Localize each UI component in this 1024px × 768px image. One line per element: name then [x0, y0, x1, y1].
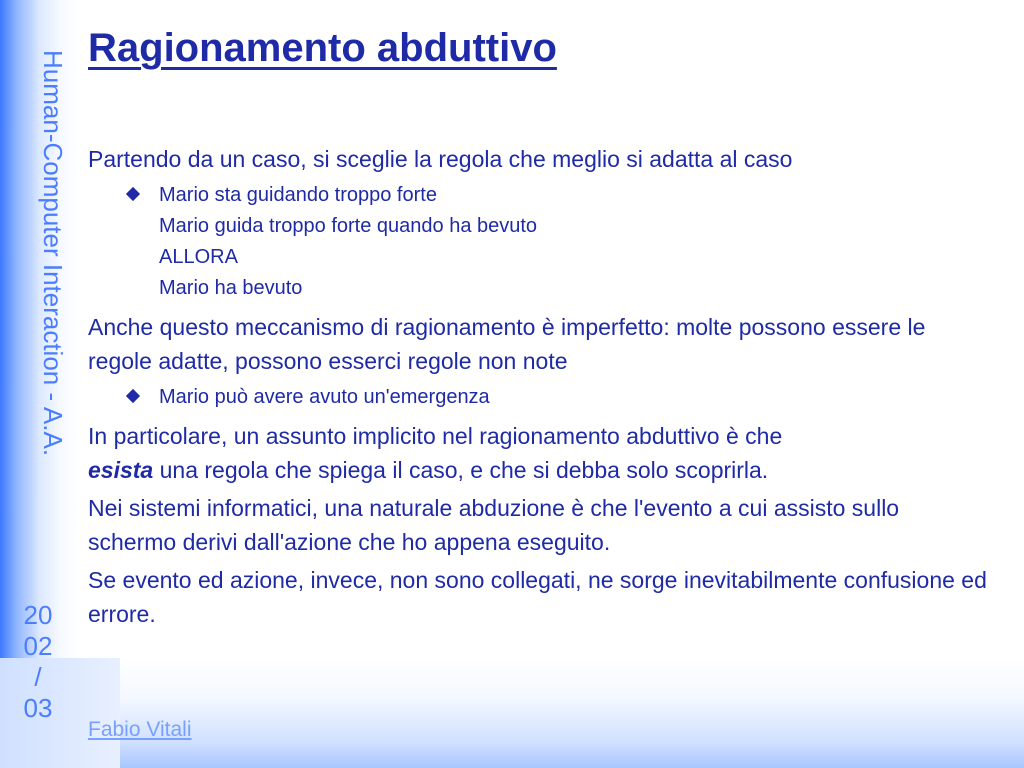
list-line: ALLORA [159, 246, 238, 268]
academic-year [14, 600, 62, 724]
paragraph-4: Nei sistemi informatici, una naturale abduzione è che l'evento a cui assisto sullo schermo derivi dall'azione che ho appena eseguito. [88, 495, 900, 555]
list-line: Mario ha bevuto [159, 277, 303, 299]
emphasis-word: esista [88, 457, 154, 483]
paragraph-2: Anche questo meccanismo di ragionamento è imperfetto: molte possono essere le regole adatte, possono esserci regole non note [88, 314, 926, 374]
diamond-bullet-icon [126, 187, 140, 201]
diamond-bullet-icon [126, 389, 140, 403]
slide-title: Ragionamento abduttivo [88, 26, 557, 70]
list-line: Mario guida troppo forte quando ha bevuto [159, 215, 538, 237]
list-line: Mario può avere avuto un'emergenza [159, 386, 490, 408]
paragraph-5: Se evento ed azione, invece, non sono collegati, ne sorge inevitabilmente confusione ed errore. [88, 567, 987, 627]
paragraph-1: Partendo da un caso, si sceglie la regola che meglio si adatta al caso [88, 146, 793, 172]
example-list-1 [88, 180, 988, 304]
list-line: Mario sta guidando troppo forte [159, 184, 437, 206]
year-line: 02 [23, 631, 53, 661]
paragraph-3-end: una regola che spiega il caso, e che si debba solo scoprirla. [159, 457, 769, 483]
course-caption: Human-Computer Interaction - A.A. [38, 50, 68, 457]
example-list-2 [88, 382, 988, 413]
paragraph-3-start: In particolare, un assunto implicito nel ragionamento abduttivo è che [88, 423, 783, 449]
author-link[interactable]: Fabio Vitali [88, 718, 192, 741]
year-line: 03 [23, 693, 53, 723]
list-item [88, 180, 988, 304]
list-item [88, 382, 988, 413]
year-line: 20 [23, 600, 53, 630]
paragraph-3 [88, 419, 988, 487]
slide-content [88, 142, 988, 635]
bottom-gradient-band [0, 658, 1024, 768]
year-line: / [34, 662, 42, 692]
